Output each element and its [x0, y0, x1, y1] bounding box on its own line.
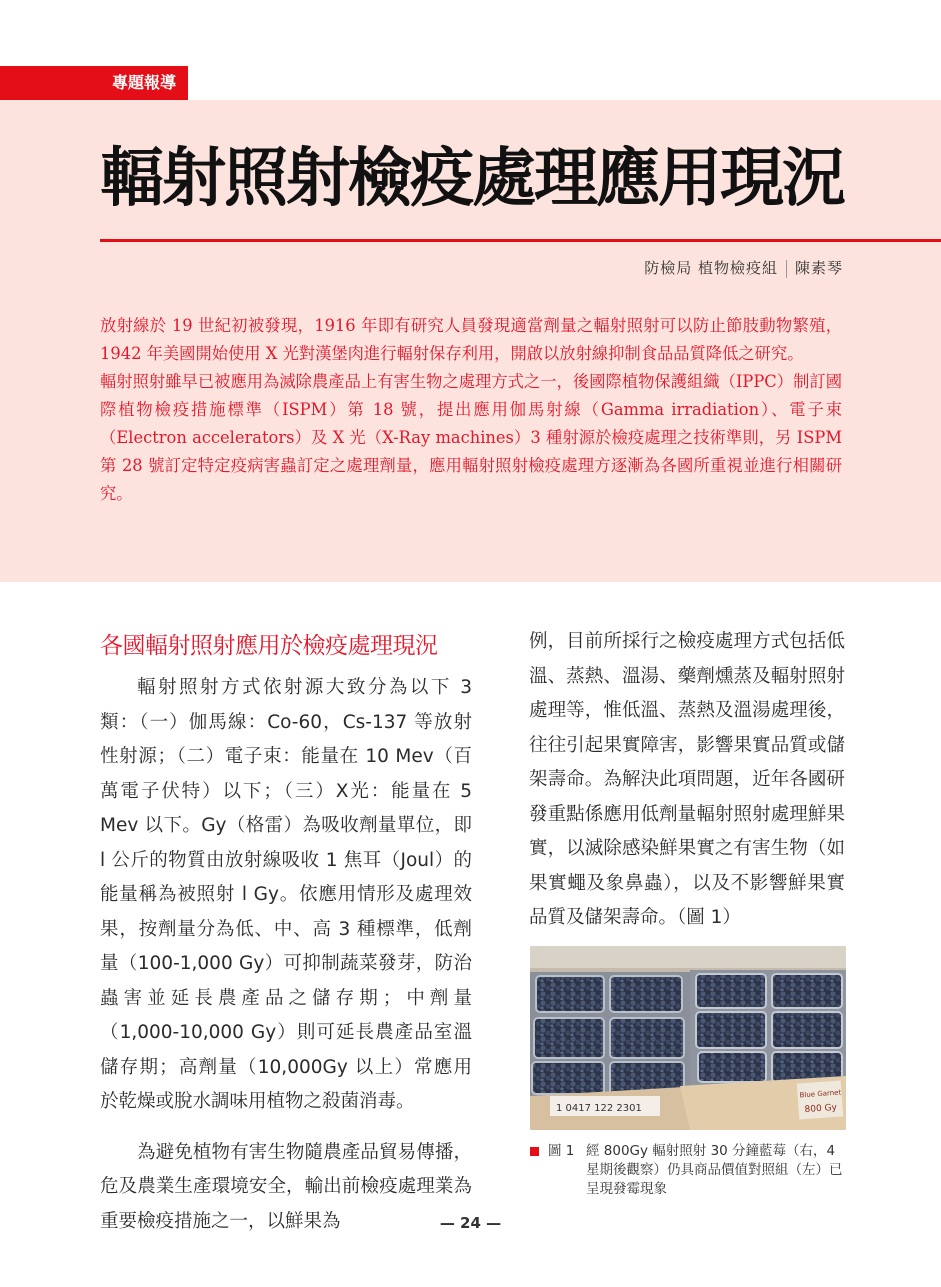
blueberry-photo: [530, 946, 846, 1130]
caption-marker: [530, 1147, 539, 1156]
intro-text: [100, 312, 842, 508]
byline-author: 陳素琴: [794, 259, 843, 277]
intro-paragraph: 放射線於 19 世紀初被發現，1916 年即有研究人員發現適當劑量之輻射照射可以防止節肢動物繁殖，1942 年美國開始使用 X 光對漢堡肉進行輻射保存利用，開啟以放射線抑制食品品質降低之研究。: [100, 316, 842, 363]
body-column-left: [100, 671, 472, 1239]
box-label-right-line2: 800 Gy: [804, 1102, 838, 1116]
caption-number: 圖 1: [548, 1143, 575, 1159]
body-paragraph: 輻射照射方式依射源大致分為以下 3 類：（一）伽馬線：Co-60，Cs-137 等放射性射源；（二）電子束：能量在 10 Mev（百萬電子伏特）以下；（三）X光：能量在 5 Mev 以下。Gy（格雷）為吸收劑量單位，即 l 公斤的物質由放射線吸收 1 焦耳（Joul）的能量稱為被照射 l Gy。依應用情形及處理效果，按劑量分為低、中、高 3 種標準，低劑量（100-1,000 Gy）可抑制蔬菜發芽，防治蟲害並延長農產品之儲存期；中劑量（1,000-10,000 Gy）則可延長農產品室溫儲存期；高劑量（10,000Gy 以上）常應用於乾燥或脫水調味用植物之殺菌消毒。: [100, 677, 472, 1112]
body-column-right: [529, 625, 845, 936]
article-title: 輻射照射檢疫處理應用現況: [100, 142, 844, 216]
page-number: — 24 —: [439, 1214, 502, 1232]
title-rule: [100, 239, 941, 242]
caption-text: 經 800Gy 輻射照射 30 分鐘藍莓（右，4 星期後觀察）仍具商品價值對照組（左）已呈現發霉現象: [586, 1143, 843, 1197]
body-paragraph: 例，目前所採行之檢疫處理方式包括低溫、蒸熱、溫湯、藥劑燻蒸及輻射照射處理等，惟低溫、蒸熱及溫湯處理後，往往引起果實障害，影響果實品質或儲架壽命。為解決此項問題，近年各國研發重點係應用低劑量輻射照射處理鮮果實，以滅除感染鮮果實之有害生物（如果實蠅及象鼻蟲），以及不影響鮮果實品質及儲架壽命。（圖 1）: [529, 631, 845, 928]
section-tag: [0, 66, 188, 100]
byline-org: 防檢局 植物檢疫組: [644, 259, 778, 277]
box-label-right-line1: Blue Garnet: [799, 1088, 842, 1100]
body-paragraph: 為避免植物有害生物隨農產品貿易傳播，危及農業生產環境安全，輸出前檢疫處理業為重要檢疫措施之一，以鮮果為: [100, 1141, 472, 1232]
byline-separator: [786, 260, 787, 278]
box-label-left: 1 0417 122 2301: [556, 1103, 642, 1114]
section-tag-label: 專題報導: [112, 73, 177, 92]
intro-paragraph: 輻射照射雖早已被應用為滅除農產品上有害生物之處理方式之一，後國際植物保護組織（IPPC）制訂國際植物檢疫措施標準（ISPM）第 18 號，提出應用伽馬射線（Gamma irradiation）、電子束（Electron accelerators）及 X 光（X-Ray machines）3 種射源於檢疫處理之技術準則，另 ISPM 第 28 號訂定特定疫病害蟲訂定之處理劑量，應用輻射照射檢疫處理方逐漸為各國所重視並進行相關研究。: [100, 372, 842, 503]
byline: [644, 257, 843, 278]
section-heading: 各國輻射照射應用於檢疫處理現況: [100, 633, 438, 659]
